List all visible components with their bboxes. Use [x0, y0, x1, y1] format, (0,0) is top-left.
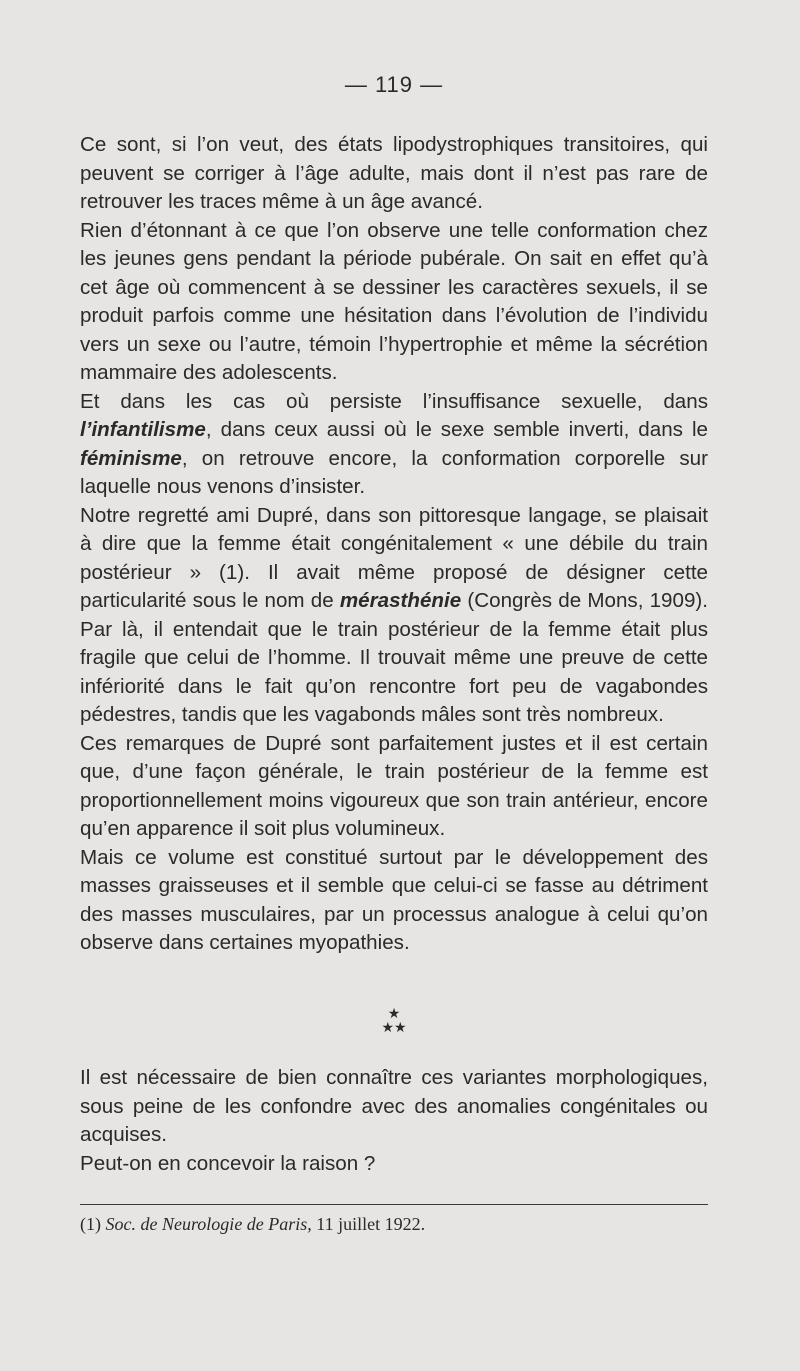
- asterism-top: ★: [387, 1005, 401, 1021]
- paragraph-1: Ce sont, si l’on veut, des états lipodystrophiques transitoires, qui peuvent se corriger à l’âge adulte, mais dont il n’est pas rare de retrouver les traces même à un âge avancé.: [80, 133, 708, 213]
- paragraph-3-part-1: Et dans les cas où persiste l’insuffisance sexuelle, dans: [80, 389, 708, 413]
- closing-text: [80, 1064, 708, 1178]
- footnote-marker: (1): [80, 1214, 106, 1234]
- term-merasthenie: mérasthénie: [339, 589, 462, 612]
- paragraph-3-part-3: , on retrouve encore, la conformation corporelle sur laquelle nous venons d’insister.: [80, 446, 708, 498]
- footnote-source: Soc. de Neurologie de Paris,: [105, 1214, 312, 1234]
- paragraph-2: Rien d’étonnant à ce que l’on observe une telle conformation chez les jeunes gens pendant la période pubérale. On sait en effet qu’à cet âge où commencent à se dessiner les caractères sexuels, il se produit parfois comme une hésitation dans l’évolution de l’individu vers un sexe ou l’autre, témoin l’hypertrophie et même la sécrétion mammaire des adolescents.: [80, 218, 708, 384]
- paragraph-6: Mais ce volume est constitué surtout par le développement des masses graisseuses et il semble que celui-ci se fasse au détriment des masses musculaires, par un processus analogue à celui qu’on observe dans certaines myopathies.: [80, 845, 708, 954]
- footnote-date: 11 juillet 1922.: [311, 1214, 426, 1234]
- asterism-bottom: ★★: [381, 1019, 407, 1035]
- paragraph-4-part-1: Notre regretté ami Dupré, dans son pittoresque langage, se plaisait à dire que la femme était congénitalement « une débile du train postérieur » (1). Il avait même proposé de désigner cette particularité sous le nom de: [80, 503, 708, 612]
- paragraph-5: Ces remarques de Dupré sont parfaitement justes et il est certain que, d’une façon générale, le train postérieur de la femme est proportionnellement moins vigoureux que son train antérieur, encore qu’en apparence il soit plus volumineux.: [80, 731, 708, 840]
- footnote: [80, 1212, 708, 1236]
- paragraph-4: [80, 502, 708, 730]
- paragraph-3-part-2: , dans ceux aussi où le sexe semble inverti, dans le: [205, 418, 708, 441]
- page-number: — 119 —: [344, 72, 444, 97]
- main-text: [80, 131, 708, 958]
- term-feminisme: féminisme: [80, 446, 182, 470]
- footnote-separator: [80, 1204, 708, 1205]
- paragraph-8: Peut-on en concevoir la raison ?: [80, 1151, 376, 1175]
- paragraph-4-part-2: (Congrès de Mons, 1909). Par là, il entendait que le train postérieur de la femme était plus fragile que celui de l’homme. Il trouvait même une preuve de cette infériorité dans le fait qu’on rencontre fort peu de vagabondes pédestres, tandis que les vagabonds mâles sont très nombreux.: [80, 589, 708, 726]
- paragraph-7: Il est nécessaire de bien connaître ces variantes morphologiques, sous peine de les confondre avec des anomalies congénitales ou acquises.: [80, 1066, 708, 1146]
- term-infantilisme: l’infantilisme: [80, 418, 206, 441]
- paragraph-3: [80, 388, 708, 502]
- section-asterism: [80, 1006, 708, 1034]
